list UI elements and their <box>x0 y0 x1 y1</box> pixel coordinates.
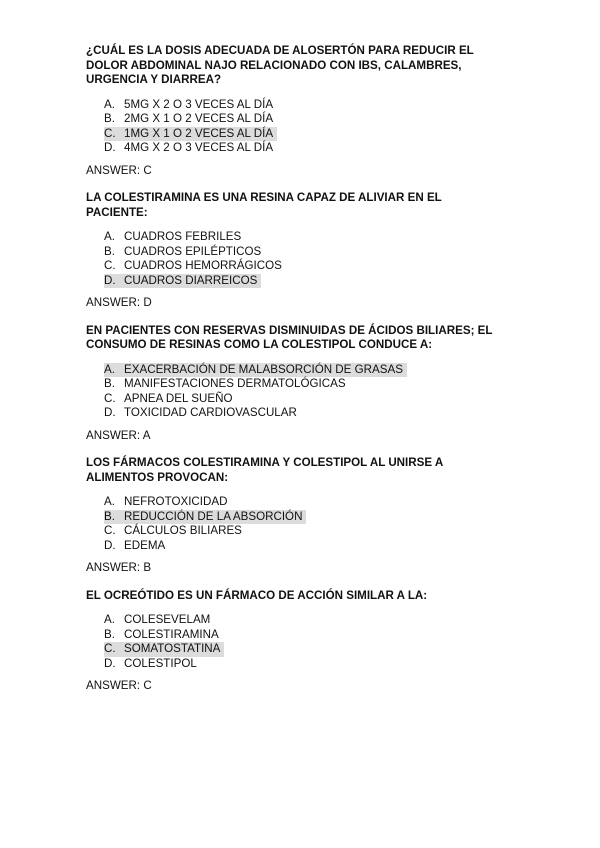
option-letter: B. <box>104 112 115 125</box>
option-text: CUADROS DIARREICOS <box>124 273 258 287</box>
question-block-4 <box>86 456 560 576</box>
option-a <box>104 495 560 510</box>
answer-text: ANSWER: C <box>86 679 152 692</box>
option-text: CUADROS EPILÉPTICOS <box>124 244 262 258</box>
option-letter: A. <box>104 495 115 508</box>
question-line: ¿CUÁL ES LA DOSIS ADECUADA DE ALOSERTÓN PARA REDUCIR EL <box>86 44 474 57</box>
option-letter: B. <box>104 244 115 258</box>
option-letter: C. <box>104 126 116 140</box>
option-text: MANIFESTACIONES DERMATOLÓGICAS <box>124 377 346 390</box>
options-list <box>86 495 560 553</box>
option-b <box>104 245 560 260</box>
question-text <box>86 191 560 220</box>
option-letter: C. <box>104 391 116 405</box>
option-text: EDEMA <box>124 538 166 552</box>
option-text: CÁLCULOS BILIARES <box>124 524 242 537</box>
option-letter: B. <box>104 377 115 390</box>
option-text: 2MG X 1 O 2 VECES AL DÍA <box>124 112 274 125</box>
question-text <box>86 44 560 88</box>
option-text: 5MG X 2 O 3 VECES AL DÍA <box>124 97 274 111</box>
option-letter: D. <box>104 656 116 670</box>
option-letter: A. <box>104 362 115 376</box>
option-text: NEFROTOXICIDAD <box>124 495 228 508</box>
option-letter: C. <box>104 642 116 655</box>
option-c <box>104 127 560 142</box>
option-text: APNEA DEL SUEÑO <box>124 391 233 405</box>
option-text: 4MG X 2 O 3 VECES AL DÍA <box>124 141 274 154</box>
question-line: EL OCREÓTIDO ES UN FÁRMACO DE ACCIÓN SIMILAR A LA: <box>86 588 428 602</box>
option-b <box>104 112 560 127</box>
option-text: COLESEVELAM <box>124 613 211 626</box>
answer-text: ANSWER: C <box>86 163 152 177</box>
option-letter: B. <box>104 627 115 641</box>
question-line: PACIENTE: <box>86 205 148 219</box>
option-text: COLESTIRAMINA <box>124 627 219 641</box>
option-a <box>104 230 560 245</box>
option-c <box>104 259 560 274</box>
option-text: EXACERBACIÓN DE MALABSORCIÓN DE GRASAS <box>124 362 403 376</box>
question-line: DOLOR ABDOMINAL NAJO RELACIONADO CON IBS, CALAMBRES, <box>86 58 462 72</box>
question-block-3 <box>86 324 560 444</box>
question-text <box>86 589 560 604</box>
option-c <box>104 642 560 657</box>
question-line: LA COLESTIRAMINA ES UNA RESINA CAPAZ DE ALIVIAR EN EL <box>86 191 442 204</box>
option-a <box>104 363 560 378</box>
option-a <box>104 98 560 113</box>
question-block-1 <box>86 44 560 178</box>
options-list <box>86 230 560 288</box>
option-text: CUADROS FEBRILES <box>124 230 242 243</box>
option-text: CUADROS HEMORRÁGICOS <box>124 259 282 272</box>
option-c <box>104 392 560 407</box>
option-text: COLESTIPOL <box>124 656 197 670</box>
option-text: SOMATOSTATINA <box>124 642 221 655</box>
option-text: TOXICIDAD CARDIOVASCULAR <box>124 406 297 419</box>
question-block-5 <box>86 589 560 694</box>
answer-text: ANSWER: A <box>86 428 151 442</box>
options-list <box>86 98 560 156</box>
option-letter: A. <box>104 230 115 243</box>
question-block-2 <box>86 191 560 311</box>
option-letter: A. <box>104 97 115 111</box>
option-letter: C. <box>104 524 116 537</box>
option-d <box>104 274 560 289</box>
option-letter: D. <box>104 406 116 419</box>
option-d <box>104 406 560 421</box>
options-list <box>86 613 560 671</box>
question-line: URGENCIA Y DIARREA? <box>86 73 222 86</box>
answer-text: ANSWER: B <box>86 561 152 574</box>
option-d <box>104 141 560 156</box>
option-a <box>104 613 560 628</box>
option-letter: C. <box>104 259 116 272</box>
option-text: REDUCCIÓN DE LA ABSORCIÓN <box>124 509 303 523</box>
question-line: ALIMENTOS PROVOCAN: <box>86 470 229 484</box>
question-line: EN PACIENTES CON RESERVAS DISMINUIDAS DE ÁCIDOS BILIARES; EL <box>86 323 493 337</box>
option-d <box>104 657 560 672</box>
option-text: 1MG X 1 O 2 VECES AL DÍA <box>124 126 274 140</box>
option-b <box>104 628 560 643</box>
option-d <box>104 539 560 554</box>
option-b <box>104 377 560 392</box>
option-letter: B. <box>104 509 115 523</box>
question-text <box>86 324 560 353</box>
option-b <box>104 510 560 525</box>
option-letter: A. <box>104 613 115 626</box>
question-text <box>86 456 560 485</box>
option-c <box>104 524 560 539</box>
option-letter: D. <box>104 538 116 552</box>
options-list <box>86 363 560 421</box>
option-letter: D. <box>104 141 116 154</box>
question-line: LOS FÁRMACOS COLESTIRAMINA Y COLESTIPOL AL UNIRSE A <box>86 456 444 469</box>
answer-text: ANSWER: D <box>86 296 152 309</box>
option-letter: D. <box>104 273 116 287</box>
question-line: CONSUMO DE RESINAS COMO LA COLESTIPOL CONDUCE A: <box>86 338 433 351</box>
